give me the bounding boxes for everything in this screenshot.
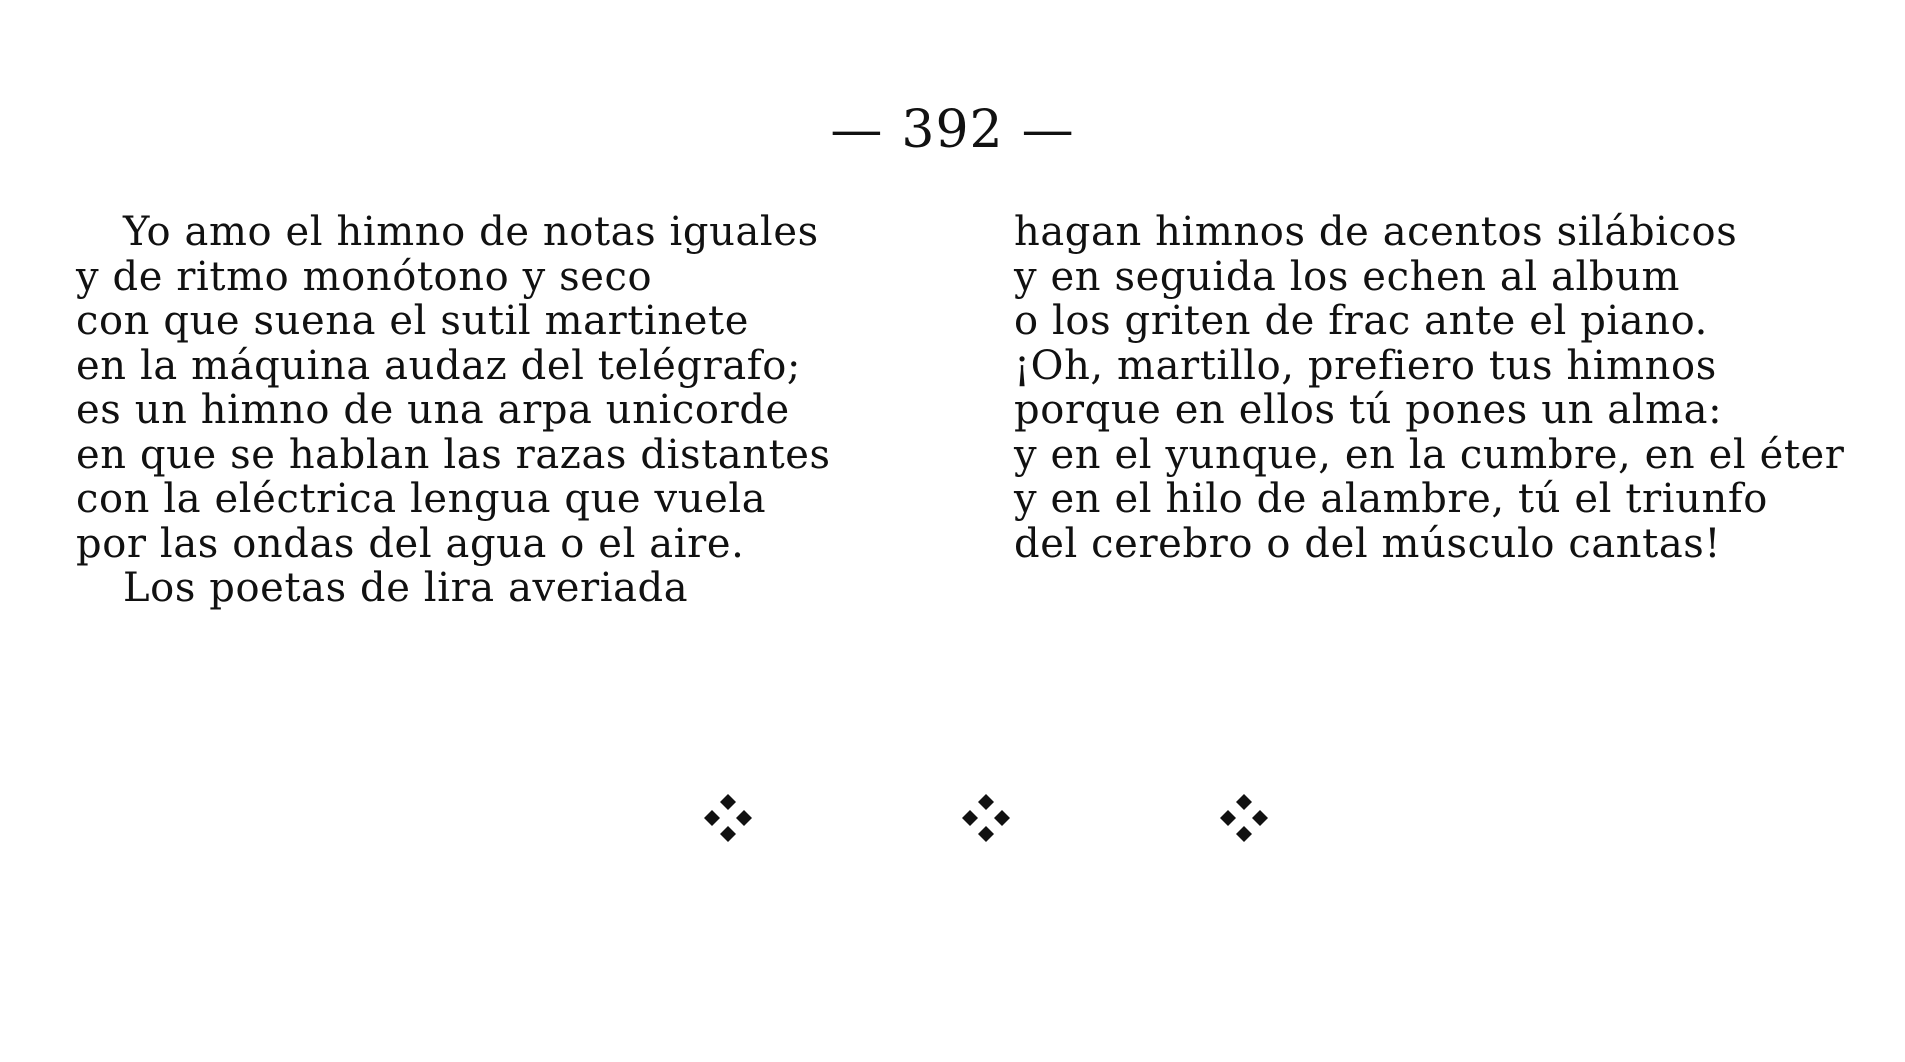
poem-line: del cerebro o del músculo cantas! [1014, 520, 1722, 567]
page-number [0, 100, 1905, 160]
poem-line: ¡Oh, martillo, prefiero tus himnos [1014, 342, 1717, 389]
diamond-cluster-icon [958, 790, 1014, 846]
poem-line: con la eléctrica lengua que vuela [76, 476, 767, 522]
poem-line: por las ondas del agua o el aire. [76, 520, 745, 567]
section-ornaments [0, 790, 1905, 850]
page-number-dash-right: — [1021, 100, 1075, 160]
page-number-value: 392 [901, 100, 1004, 160]
poem-line: y en el hilo de alambre, tú el triunfo [1014, 476, 1768, 522]
poem-line: Yo amo el himno de notas iguales [123, 209, 819, 255]
poem-line: es un himno de una arpa unicorde [76, 387, 790, 433]
diamond-cluster-icon [1216, 790, 1272, 846]
poem-line: o los griten de frac ante el piano. [1014, 298, 1708, 344]
poem-line: en la máquina audaz del telégrafo; [76, 342, 801, 389]
poem-line: porque en ellos tú pones un alma: [1014, 387, 1723, 433]
page-number-dash-left: — [830, 100, 884, 160]
poem-line: y en el yunque, en la cumbre, en el éter [1014, 431, 1845, 478]
poem-line: y en seguida los echen al album [1014, 253, 1680, 300]
poem-left-column [76, 210, 831, 611]
diamond-cluster-icon [700, 790, 756, 846]
poem-line: en que se hablan las razas distantes [76, 431, 831, 478]
poem-line: y de ritmo monótono y seco [76, 253, 653, 300]
poem-right-column [1014, 210, 1845, 566]
poem-line: con que suena el sutil martinete [76, 298, 749, 344]
poem-line: hagan himnos de acentos silábicos [1014, 209, 1738, 255]
poem-line: Los poetas de lira averiada [123, 565, 689, 611]
